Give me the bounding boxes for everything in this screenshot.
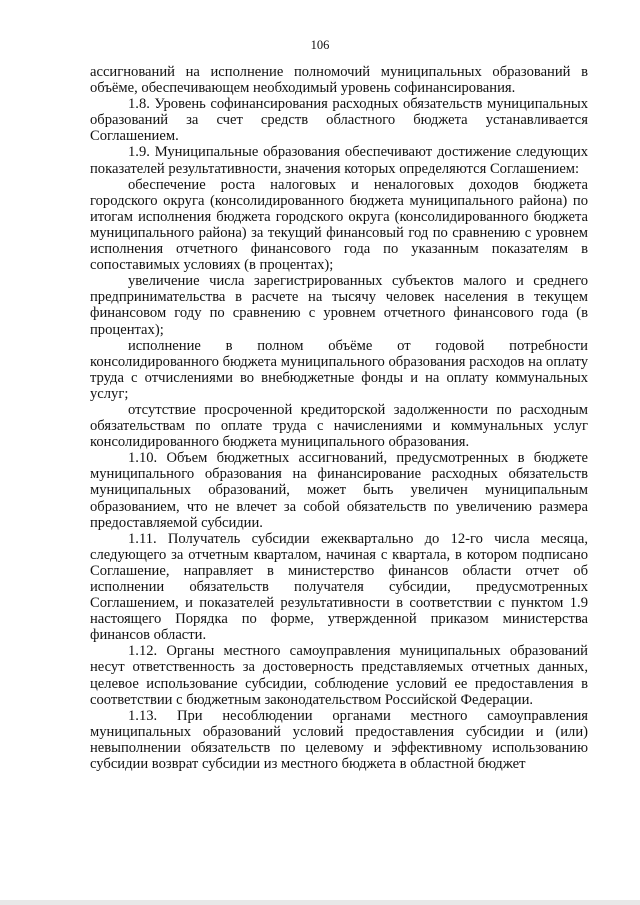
paragraph-continuation: ассигнований на исполнение полномочий муниципальных образований в объёме, обеспечивающем необходимый уровень софинансирования.	[90, 64, 588, 97]
indicator-item-revenue-growth: обеспечение роста налоговых и неналоговых доходов бюджета городского округа (консолидированного бюджета муниципального района) по итогам исполнения бюджета городского округа (консолидированного бюджета муниципального района) за текущий финансовый год по сравнению с уровнем исполнения отчетного финансового года по указанным показателям в сопоставимых условиях (в процентах);	[90, 176, 588, 274]
page-number: 106	[310, 38, 330, 52]
paragraph-1-12: 1.12. Органы местного самоуправления муниципальных образований несут ответственность за достоверность представляемых отчетных данных, целевое использование субсидии, соблюдение условий ее предоставления в соответствии с бюджетным законодательством Российской Федерации.	[90, 643, 588, 708]
indicator-item-full-execution: исполнение в полном объёме от годовой потребности консолидированного бюджета муниципального образования расходов на оплату труда с отчислениями во внебюджетные фонды и на оплату коммунальных услуг;	[90, 337, 588, 402]
paragraph-1-11: 1.11. Получатель субсидии ежеквартально до 12-го числа месяца, следующего за отчетным кварталом, начиная с квартала, в котором подписано Соглашение, направляет в министерство финансов области отчет об исполнении обязательств получателя субсидии, предусмотренных Соглашением, и показателей результативности в соответствии с пунктом 1.9 настоящего Порядка по форме, утвержденной приказом министерства финансов области.	[90, 530, 588, 644]
indicator-item-small-business: увеличение числа зарегистрированных субъектов малого и среднего предпринимательства в расчете на тысячу человек населения в текущем финансовом году по сравнению с уровнем отчетного финансового года (в процентах);	[90, 273, 588, 338]
document-body	[90, 64, 588, 772]
paragraph-1-10: 1.10. Объем бюджетных ассигнований, предусмотренных в бюджете муниципального образования на финансирование расходных обязательств муниципальных образований, может быть увеличен муниципальным образованием, что не влечет за собой обязательств по увеличению размера предоставляемой субсидии.	[90, 450, 588, 531]
paragraph-1-9: 1.9. Муниципальные образования обеспечивают достижение следующих показателей результативности, значения которых определяются Соглашением:	[90, 144, 588, 177]
page-bottom-edge	[0, 900, 640, 905]
paragraph-1-13: 1.13. При несоблюдении органами местного самоуправления муниципальных образований условий предоставления субсидии и (или) невыполнении обязательств по целевому и эффективному использованию субсидии возврат субсидии из местного бюджета в областной бюджет	[90, 707, 588, 773]
indicator-item-no-overdue-debt: отсутствие просроченной кредиторской задолженности по расходным обязательствам по оплате труда с начислениями и коммунальных услуг консолидированного бюджета муниципального образования.	[90, 401, 588, 451]
paragraph-1-8: 1.8. Уровень софинансирования расходных обязательств муниципальных образований за счет средств областного бюджета устанавливается Соглашением.	[90, 96, 588, 145]
